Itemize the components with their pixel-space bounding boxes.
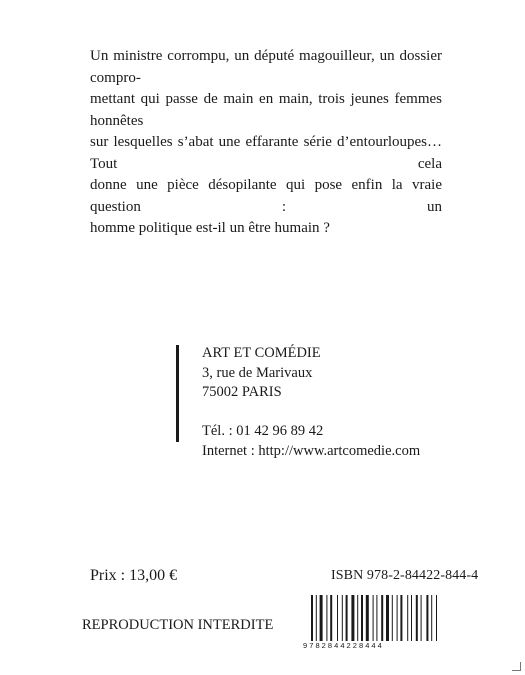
back-cover-blurb [90,46,442,240]
blurb-line: sur lesquelles s’abat une effarante série d’entourloupes… Tout cela [90,134,442,172]
publisher-address-block [202,344,420,461]
barcode-bar [320,595,323,641]
barcode-image [303,595,443,643]
barcode-bar [346,595,348,641]
crop-mark [512,662,521,671]
price-label: Prix : 13,00 € [90,567,178,584]
publisher-name: ART ET COMÉDIE [202,345,321,361]
barcode-bar [357,595,358,641]
barcode-bar [397,595,398,641]
barcode-bar [392,595,393,641]
publisher-website: Internet : http://www.artcomedie.com [202,442,421,459]
isbn-label: ISBN 978-2-84422-844-4 [331,568,479,583]
barcode-bar [407,595,408,641]
barcode-bar [351,595,354,641]
barcode-bar [436,595,437,641]
barcode-bar [381,595,383,641]
barcode-bar [361,595,363,641]
barcode-bar [326,595,327,641]
barcode-bar [330,595,332,641]
publisher-street: 3, rue de Marivaux [202,364,313,381]
barcode-bar [376,595,377,641]
barcode-bar [421,595,422,641]
blurb-line: mettant qui passe de main en main, trois jeunes femmes honnêtes [90,91,442,129]
blurb-line: donne une pièce désopilante qui pose enfin la vraie question : un [90,177,442,215]
barcode-bar [311,595,313,641]
barcode-bar [373,595,374,641]
barcode-bar [426,595,428,641]
barcode-bar [416,595,418,641]
publisher-divider-bar [176,345,179,442]
barcode-bar [431,595,432,641]
barcode-bar [316,595,317,641]
barcode-bar [386,595,389,641]
barcode-bar [337,595,338,641]
barcode-bar [342,595,343,641]
barcode-bar [366,595,369,641]
barcode-bar [411,595,412,641]
publisher-phone: Tél. : 01 42 96 89 42 [202,423,324,439]
barcode-digits: 9782844228444 [303,641,384,650]
reproduction-notice: REPRODUCTION INTERDITE [82,617,274,633]
blurb-line: Un ministre corrompu, un député magouilleur, un dossier compro- [90,48,442,86]
publisher-city: 75002 PARIS [202,384,282,400]
address-spacer [202,403,420,423]
barcode-bar [400,595,402,641]
blurb-line: homme politique est-il un être humain ? [90,220,330,236]
